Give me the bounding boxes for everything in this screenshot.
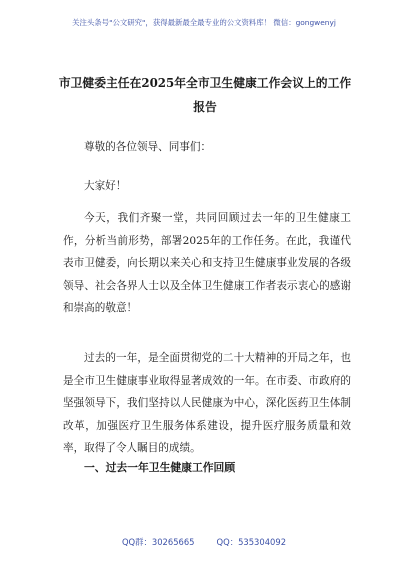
paragraph-1: 今天，我们齐聚一堂，共同回顾过去一年的卫生健康工作，分析当前形势，部署2025年的工作任务。在此，我谨代表市卫健委，向长期以来关心和支持卫生健康事业发展的各级领导、社会各界人士以及全体卫生健康工作者表示衷心的感谢和崇高的敬意！ — [63, 212, 351, 314]
document-title: 市卫健委主任在2025年全市卫生健康工作会议上的工作报告 — [58, 76, 352, 114]
footer-qq-group: QQ群：30265665 — [121, 537, 195, 547]
greeting: 尊敬的各位领导、同事们： — [84, 141, 212, 153]
section-heading: 一、过去一年卫生健康工作回顾 — [84, 461, 236, 474]
hello-line: 大家好！ — [84, 180, 127, 192]
header-banner: 关注头条号"公文研究"，获得最新最全最专业的公文资料库！ 微信：gongwenyj — [72, 18, 336, 27]
footer-qq: QQ：535304092 — [216, 537, 287, 547]
paragraph-2: 过去的一年，是全面贯彻党的二十大精神的开局之年，也是全市卫生健康事业取得显著成效的一年。在市委、市政府的坚强领导下，我们坚持以人民健康为中心，深化医药卫生体制改革，加强医疗卫生服务体系建设，提升医疗服务质量和效率，取得了令人瞩目的成绩。 — [63, 352, 351, 454]
footer-contact — [0, 536, 408, 548]
